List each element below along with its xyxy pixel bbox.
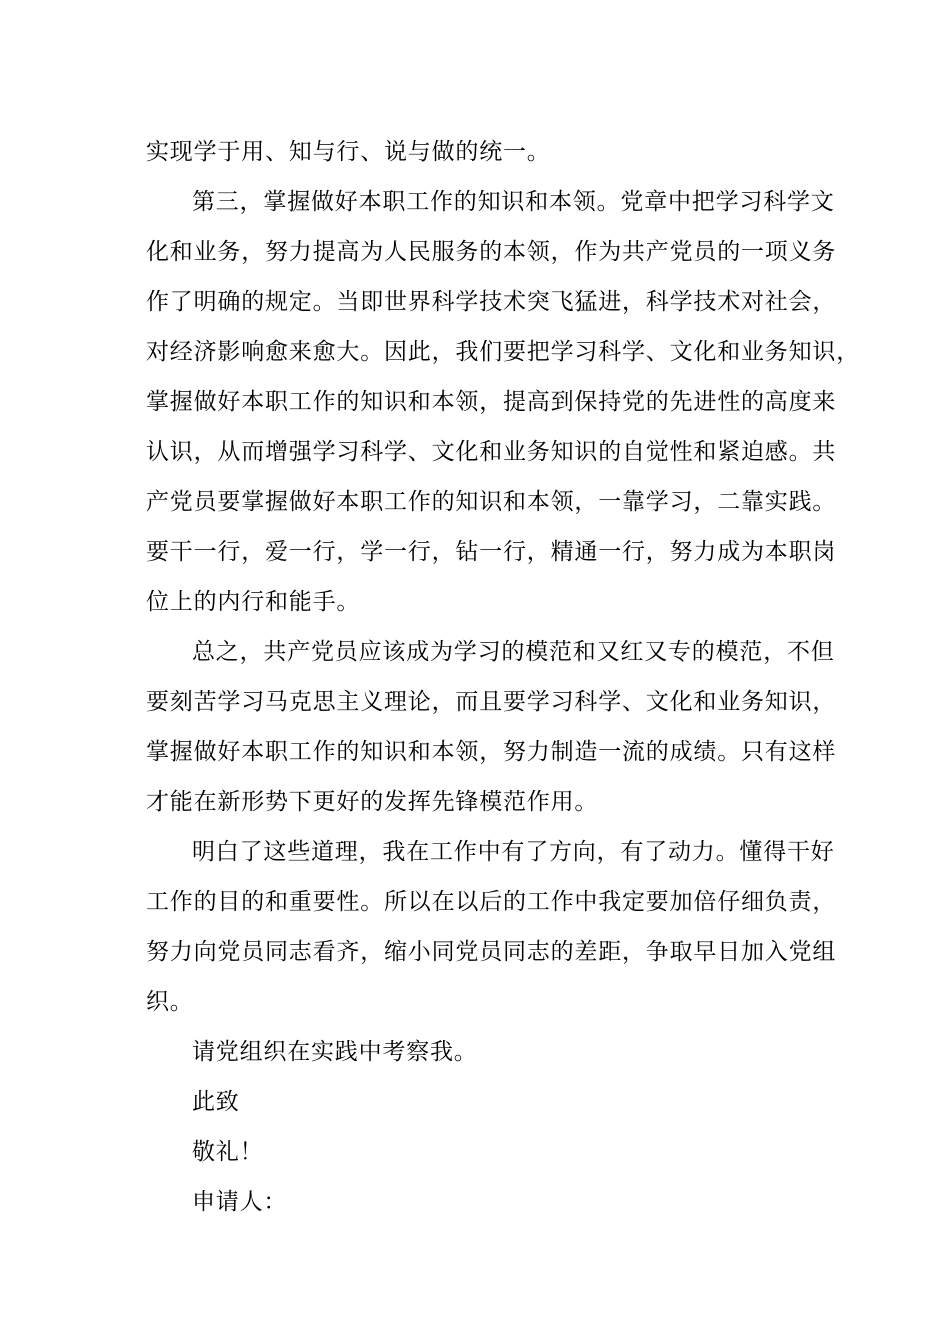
text-line: 工作的目的和重要性。所以在以后的工作中我定要加倍仔细负责， bbox=[146, 889, 837, 915]
text-line: 产党员要掌握做好本职工作的知识和本领，一靠学习，二靠实践。 bbox=[146, 489, 837, 515]
text-line: 努力向党员同志看齐，缩小同党员同志的差距，争取早日加入党组 bbox=[146, 939, 837, 965]
text-line: 位上的内行和能手。 bbox=[146, 589, 361, 615]
text-line: 掌握做好本职工作的知识和本领，提高到保持党的先进性的高度来 bbox=[146, 389, 837, 415]
text-line: 才能在新形势下更好的发挥先锋模范作用。 bbox=[146, 789, 599, 815]
paragraph-start-line: 第三，掌握做好本职工作的知识和本领。党章中把学习科学文 bbox=[192, 189, 835, 215]
closing-request-line: 请党组织在实践中考察我。 bbox=[192, 1039, 478, 1065]
text-line: 实现学于用、知与行、说与做的统一。 bbox=[146, 139, 551, 165]
closing-salutation-line: 此致 bbox=[192, 1089, 240, 1115]
text-line: 化和业务，努力提高为人民服务的本领，作为共产党员的一项义务 bbox=[146, 239, 837, 265]
paragraph-start-line: 明白了这些道理，我在工作中有了方向，有了动力。懂得干好 bbox=[192, 839, 835, 865]
paragraph-start-line: 总之，共产党员应该成为学习的模范和又红又专的模范，不但 bbox=[192, 639, 835, 665]
closing-regards-line: 敬礼！ bbox=[192, 1139, 264, 1165]
text-line: 认识，从而增强学习科学、文化和业务知识的自觉性和紧迫感。共 bbox=[146, 439, 837, 465]
text-line: 要刻苦学习马克思主义理论，而且要学习科学、文化和业务知识， bbox=[146, 689, 837, 715]
text-line: 要干一行，爱一行，学一行，钻一行，精通一行，努力成为本职岗 bbox=[146, 539, 837, 565]
text-line: 对经济影响愈来愈大。因此，我们要把学习科学、文化和业务知识， bbox=[146, 339, 860, 365]
text-line: 织。 bbox=[146, 989, 194, 1015]
text-line: 作了明确的规定。当即世界科学技术突飞猛进，科学技术对社会， bbox=[146, 289, 837, 315]
applicant-signature-line: 申请人： bbox=[192, 1189, 288, 1215]
text-line: 掌握做好本职工作的知识和本领，努力制造一流的成绩。只有这样 bbox=[146, 739, 837, 765]
